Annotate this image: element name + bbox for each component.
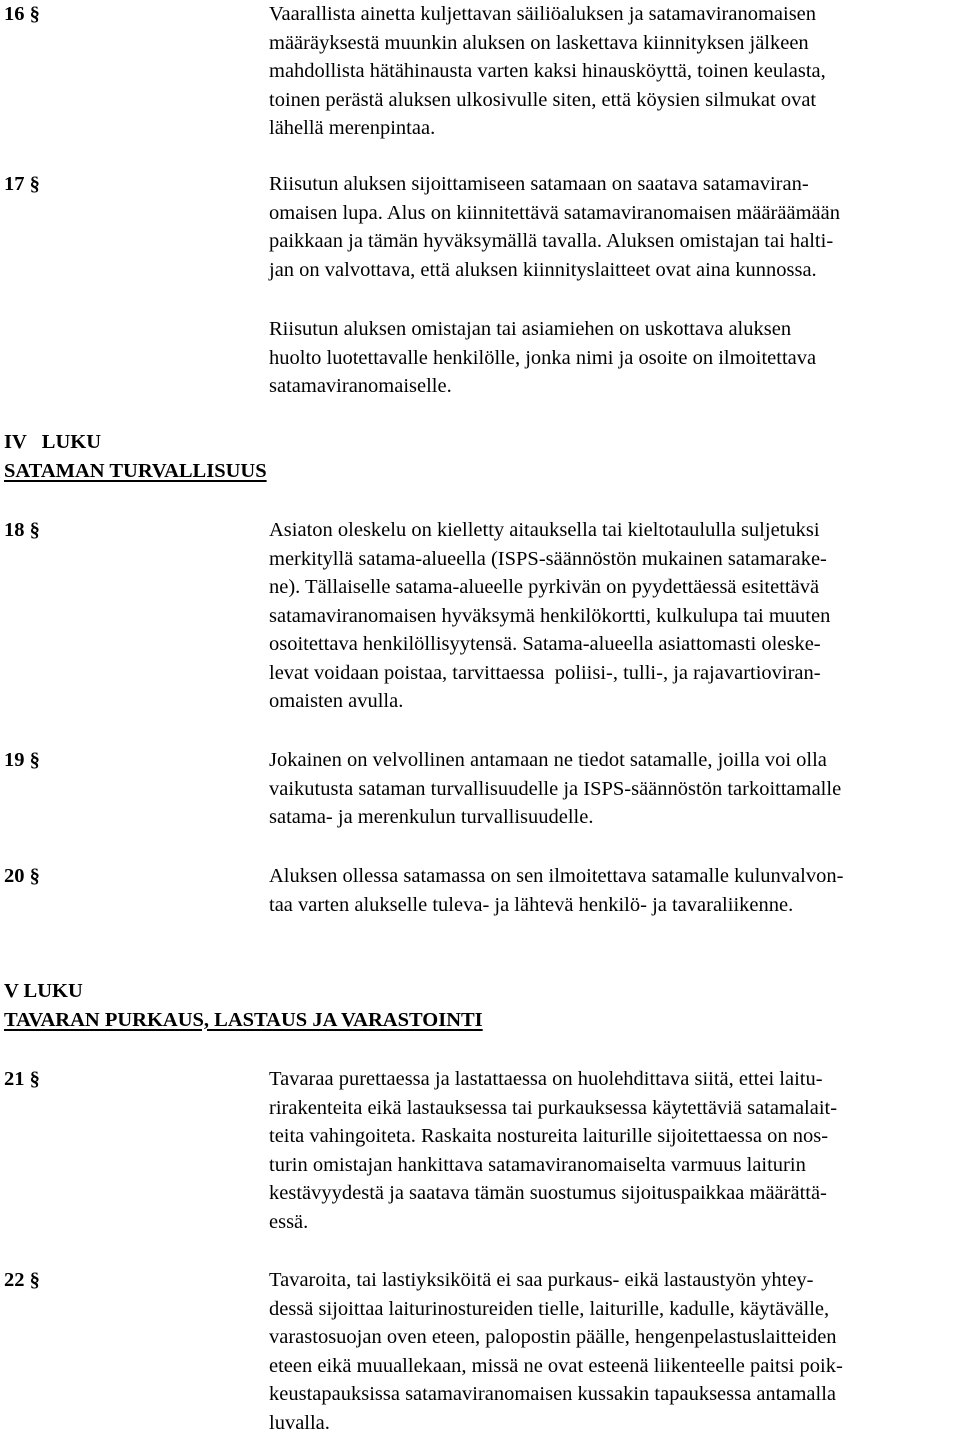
text-line: määräyksestä muunkin aluksen on laskettava kiinnityksen jälkeen xyxy=(269,29,959,58)
text-line: Riisutun aluksen sijoittamiseen satamaan on saatava satamaviran- xyxy=(269,170,959,199)
chapter-iv-heading xyxy=(4,428,267,485)
chapter-title: SATAMAN TURVALLISUUS xyxy=(4,457,267,486)
text-line: luvalla. xyxy=(269,1409,959,1437)
section-number: 17 § xyxy=(4,170,40,199)
section-text xyxy=(269,746,959,832)
text-line: huolto luotettavalle henkilölle, jonka nimi ja osoite on ilmoitettava xyxy=(269,344,959,373)
section-text xyxy=(269,1266,959,1437)
text-line: osoitettava henkilöllisyytensä. Satama-alueella asiattomasti oleske- xyxy=(269,630,959,659)
text-line: satamaviranomaisen hyväksymä henkilökortti, kulkulupa tai muuten xyxy=(269,602,959,631)
text-line: levat voidaan poistaa, tarvittaessa poliisi-, tulli-, ja rajavartioviran- xyxy=(269,659,959,688)
section-text xyxy=(269,862,959,919)
text-line: ne). Tällaiselle satama-alueelle pyrkivän on pyydettäessä esitettävä xyxy=(269,573,959,602)
chapter-number: IV LUKU xyxy=(4,428,267,457)
section-text xyxy=(269,0,959,143)
text-line: Tavaroita, tai lastiyksiköitä ei saa purkaus- eikä lastaustyön yhtey- xyxy=(269,1266,959,1295)
text-line: keustapauksissa satamaviranomaisen kussakin tapauksessa antamalla xyxy=(269,1380,959,1409)
text-line: mahdollista hätähinausta varten kaksi hinausköyttä, toinen keulasta, xyxy=(269,57,959,86)
text-line: Jokainen on velvollinen antamaan ne tiedot satamalle, joilla voi olla xyxy=(269,746,959,775)
text-line: turin omistajan hankittava satamaviranomaiselta varmuus laiturin xyxy=(269,1151,959,1180)
text-line: taa varten alukselle tuleva- ja lähtevä henkilö- ja tavaraliikenne. xyxy=(269,891,959,920)
text-line: Aluksen ollessa satamassa on sen ilmoitettava satamalle kulunvalvon- xyxy=(269,862,959,891)
text-line: merkityllä satama-alueella (ISPS-säännöstön mukainen satamarake- xyxy=(269,545,959,574)
chapter-number: V LUKU xyxy=(4,977,483,1006)
text-line: Tavaraa purettaessa ja lastattaessa on huolehdittava siitä, ettei laitu- xyxy=(269,1065,959,1094)
text-line: varastosuojan oven eteen, palopostin päälle, hengenpelastuslaitteiden xyxy=(269,1323,959,1352)
text-line: omaisten avulla. xyxy=(269,687,959,716)
section-number: 16 § xyxy=(4,0,40,29)
chapter-v-heading xyxy=(4,977,483,1034)
section-text xyxy=(269,170,959,284)
text-line: omaisen lupa. Alus on kiinnitettävä satamaviranomaisen määräämään xyxy=(269,199,959,228)
text-line: vaikutusta sataman turvallisuudelle ja ISPS-säännöstön tarkoittamalle xyxy=(269,775,959,804)
section-number: 19 § xyxy=(4,746,40,775)
section-text xyxy=(269,315,959,401)
text-line: Vaarallista ainetta kuljettavan säiliöaluksen ja satamaviranomaisen xyxy=(269,0,959,29)
text-line: rirakenteita eikä lastauksessa tai purkauksessa käytettäviä satamalait- xyxy=(269,1094,959,1123)
text-line: satama- ja merenkulun turvallisuudelle. xyxy=(269,803,959,832)
section-number: 18 § xyxy=(4,516,40,545)
section-number: 21 § xyxy=(4,1065,40,1094)
chapter-title: TAVARAN PURKAUS, LASTAUS JA VARASTOINTI xyxy=(4,1006,483,1035)
text-line: satamaviranomaiselle. xyxy=(269,372,959,401)
text-line: essä. xyxy=(269,1208,959,1237)
text-line: jan on valvottava, että aluksen kiinnityslaitteet ovat aina kunnossa. xyxy=(269,256,959,285)
text-line: toinen perästä aluksen ulkosivulle siten, että köysien silmukat ovat xyxy=(269,86,959,115)
section-number: 22 § xyxy=(4,1266,40,1295)
section-text xyxy=(269,516,959,716)
text-line: paikkaan ja tämän hyväksymällä tavalla. Aluksen omistajan tai halti- xyxy=(269,227,959,256)
text-line: lähellä merenpintaa. xyxy=(269,114,959,143)
text-line: kestävyydestä ja saatava tämän suostumus sijoituspaikkaa määrättä- xyxy=(269,1179,959,1208)
section-number: 20 § xyxy=(4,862,40,891)
text-line: dessä sijoittaa laiturinostureiden tielle, laiturille, kadulle, käytävälle, xyxy=(269,1295,959,1324)
text-line: eteen eikä muuallekaan, missä ne ovat esteenä liikenteelle paitsi poik- xyxy=(269,1352,959,1381)
text-line: Asiaton oleskelu on kielletty aitauksella tai kieltotaululla suljetuksi xyxy=(269,516,959,545)
text-line: Riisutun aluksen omistajan tai asiamiehen on uskottava aluksen xyxy=(269,315,959,344)
text-line: teita vahingoiteta. Raskaita nostureita laiturille sijoitettaessa on nos- xyxy=(269,1122,959,1151)
section-text xyxy=(269,1065,959,1236)
